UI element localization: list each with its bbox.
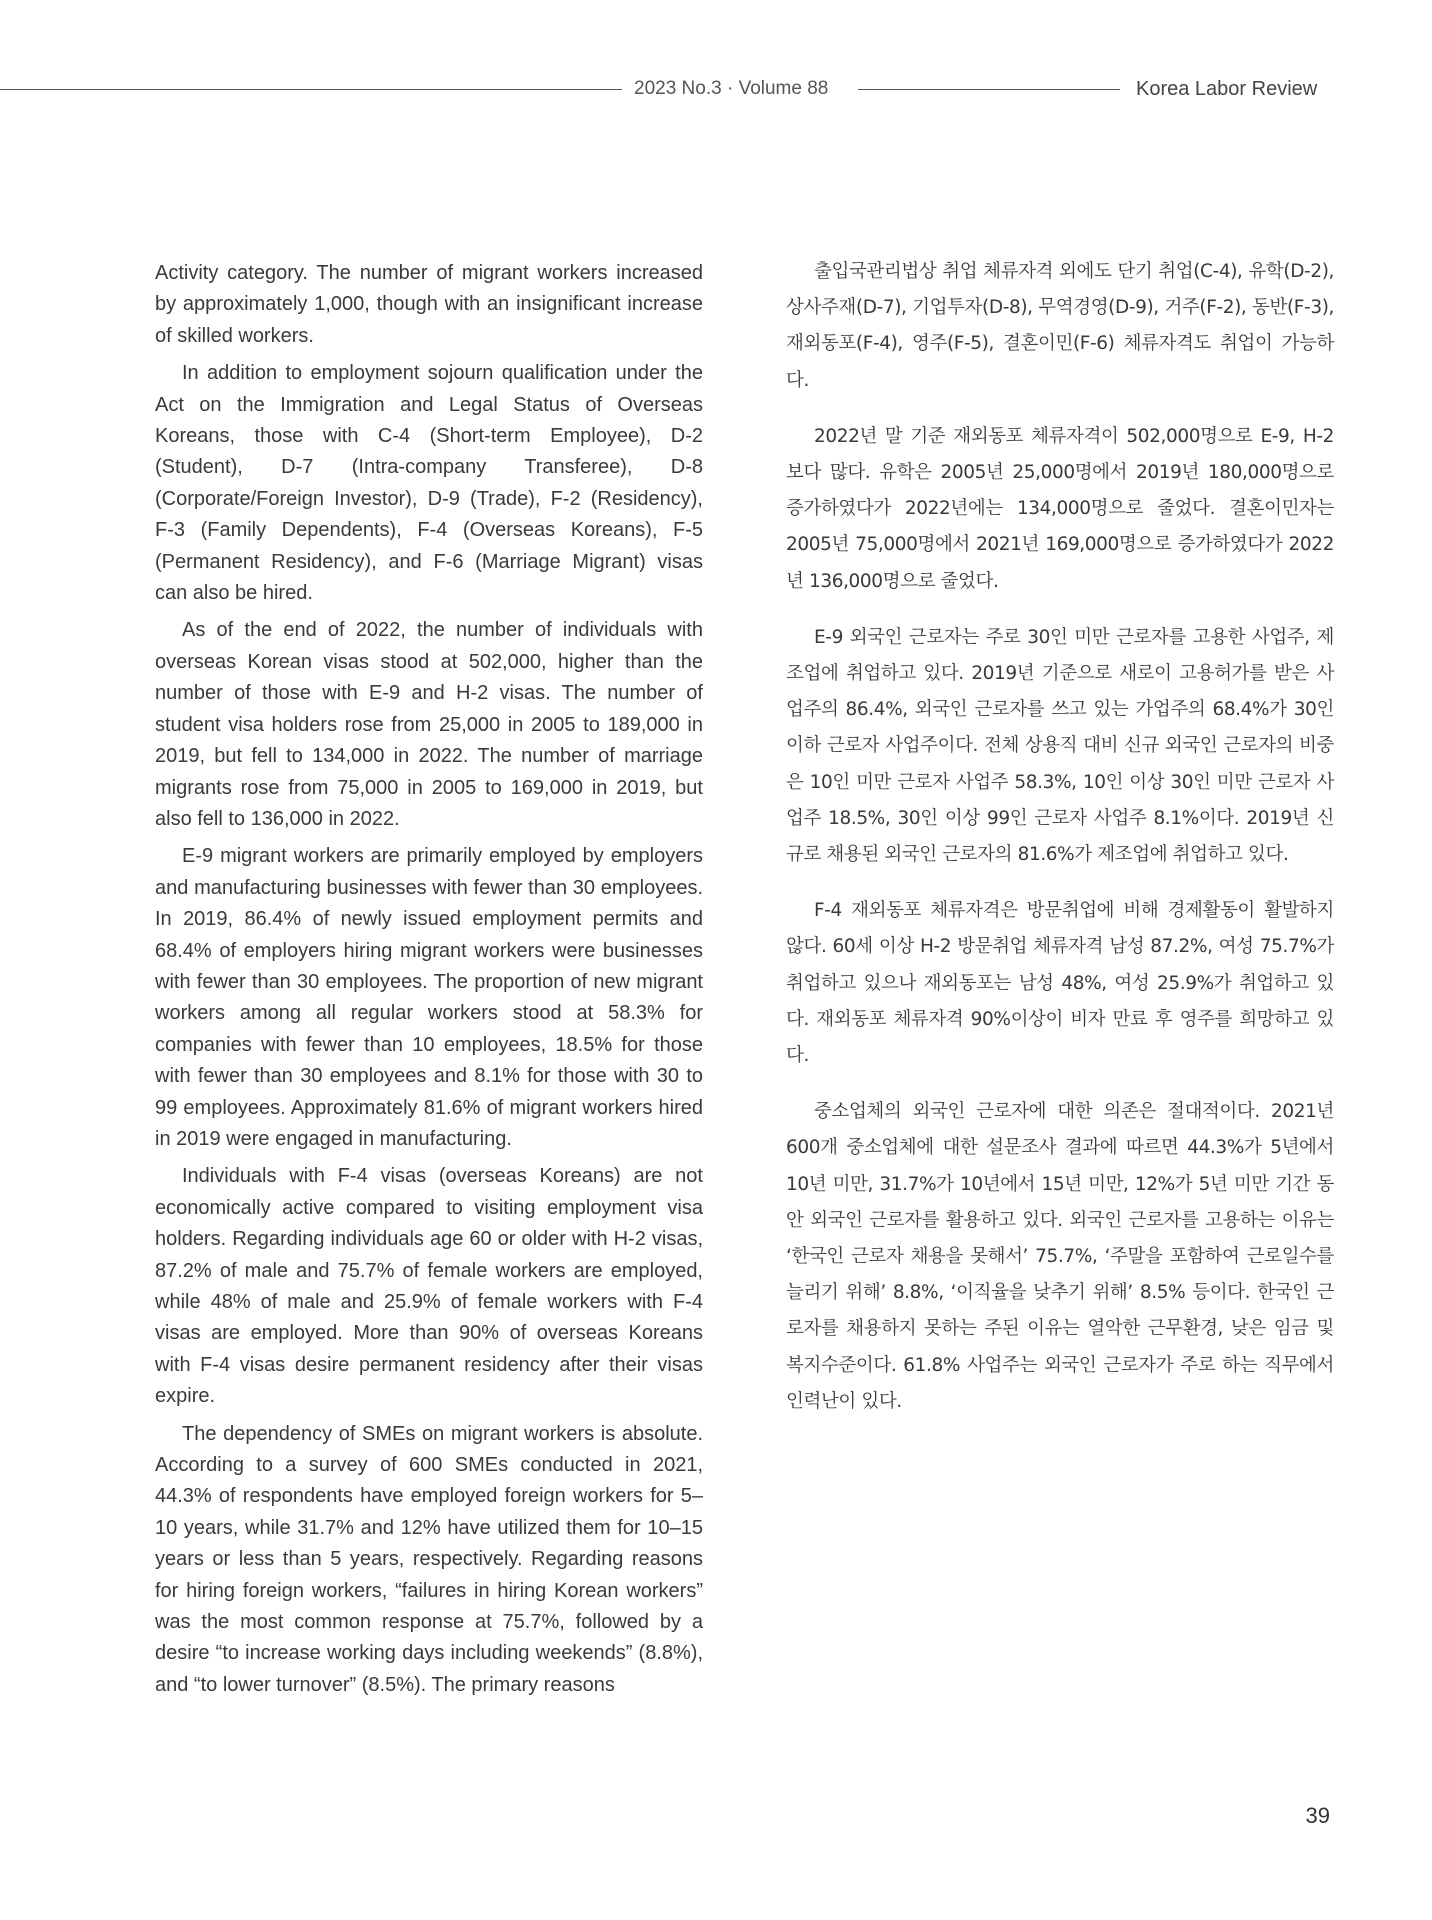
korean-paragraph: 2022년 말 기준 재외동포 체류자격이 502,000명으로 E-9, H-2보다 많다. 유학은 2005년 25,000명에서 2019년 180,000명으로 증가하였다가 2022년에는 134,000명으로 줄었다. 결혼이민자는 2005년 75,000명에서 2021년 169,000명으로 증가하였다가 2022년 136,000명으로 줄었다. [786, 425, 1334, 592]
english-paragraph: Activity category. The number of migrant workers increased by approximately 1,000, though with an insignificant increase of skilled workers. [155, 262, 703, 347]
journal-title: Korea Labor Review [1136, 78, 1318, 100]
header-rule [0, 89, 622, 90]
page-number: 39 [1305, 1803, 1330, 1828]
korean-paragraph: E-9 외국인 근로자는 주로 30인 미만 근로자를 고용한 사업주, 제조업에 취업하고 있다. 2019년 기준으로 새로이 고용허가를 받은 사업주의 86.4%, 외국인 근로자를 쓰고 있는 가업주의 68.4%가 30인 이하 근로자 사업주이다. 전체 상용직 대비 신규 외국인 근로자의 비중은 10인 미만 근로자 사업주 58.3%, 10인 이상 30인 미만 근로자 사업주 18.5%, 30인 이상 99인 근로자 사업주 8.1%이다. 2019년 신규로 채용된 외국인 근로자의 81.6%가 제조업에 취업하고 있다. [786, 626, 1334, 866]
korean-column [786, 254, 1334, 1440]
korean-paragraph: 출입국관리법상 취업 체류자격 외에도 단기 취업(C-4), 유학(D-2), 상사주재(D-7), 기업투자(D-8), 무역경영(D-9), 거주(F-2), 동반(F-3), 재외동포(F-4), 영주(F-5), 결혼이민(F-6) 체류자격도 취업이 가능하다. [786, 261, 1334, 391]
english-paragraph: Individuals with F-4 visas (overseas Koreans) are not economically active compared to visiting employment visa holders. Regarding individuals age 60 or older with H-2 visas, 87.2% of male and 75.7% of female workers are employed, while 48% of male and 25.9% of female workers with F-4 visas are employed. More than 90% of overseas Koreans with F-4 visas desire permanent residency after their visas expire. [155, 1165, 703, 1408]
korean-paragraph: 중소업체의 외국인 근로자에 대한 의존은 절대적이다. 2021년 600개 중소업체에 대한 설문조사 결과에 따르면 44.3%가 5년에서 10년 미만, 31.7%가 10년에서 15년 미만, 12%가 5년 미만 기간 동안 외국인 근로자를 활용하고 있다. 외국인 근로자를 고용하는 이유는 ‘한국인 근로자 채용을 못해서’ 75.7%, ‘주말을 포함하여 근로일수를 늘리기 위해’ 8.8%, ‘이직율을 낮추기 위해’ 8.5% 등이다. 한국인 근로자를 채용하지 못하는 주된 이유는 열악한 근무환경, 낮은 임금 및 복지수준이다. 61.8% 사업주는 외국인 근로자가 주로 하는 직무에서 인력난이 있다. [786, 1101, 1334, 1412]
header-rule [858, 89, 1120, 90]
english-paragraph: As of the end of 2022, the number of individuals with overseas Korean visas stood at 502,000, higher than the number of those with E-9 and H-2 visas. The number of student visa holders rose from 25,000 in 2005 to 189,000 in 2019, but fell to 134,000 in 2022. The number of marriage migrants rose from 75,000 in 2005 to 169,000 in 2019, but also fell to 136,000 in 2022. [155, 619, 703, 830]
english-paragraph: In addition to employment sojourn qualification under the Act on the Immigration and Legal Status of Overseas Koreans, those with C-4 (Short-term Employee), D-2 (Student), D-7 (Intra-company Transferee), D-8 (Corporate/Foreign Investor), D-9 (Trade), F-2 (Residency), F-3 (Family Dependents), F-4 (Overseas Koreans), F-5 (Permanent Residency), and F-6 (Marriage Migrant) visas can also be hired. [155, 362, 703, 605]
english-paragraph: The dependency of SMEs on migrant workers is absolute. According to a survey of 600 SMEs conducted in 2021, 44.3% of respondents have employed foreign workers for 5–10 years, while 31.7% and 12% have utilized them for 10–15 years or less than 5 years, respectively. Regarding reasons for hiring foreign workers, “failures in hiring Korean workers” was the most common response at 75.7%, followed by a desire “to increase working days including weekends” (8.8%), and “to lower turnover” (8.5%). The primary reasons [155, 1422, 703, 1696]
running-header [0, 76, 1432, 104]
issue-label: 2023 No.3 · Volume 88 [634, 78, 829, 99]
korean-paragraph: F-4 재외동포 체류자격은 방문취업에 비해 경제활동이 활발하지 않다. 60세 이상 H-2 방문취업 체류자격 남성 87.2%, 여성 75.7%가 취업하고 있으나 재외동포는 남성 48%, 여성 25.9%가 취업하고 있다. 재외동포 체류자격 90%이상이 비자 만료 후 영주를 희망하고 있다. [786, 900, 1334, 1067]
english-paragraph: E-9 migrant workers are primarily employed by employers and manufacturing businesses with fewer than 30 employees. In 2019, 86.4% of newly issued employment permits and 68.4% of employers hiring migrant workers were businesses with fewer than 30 employees. The proportion of new migrant workers among all regular workers stood at 58.3% for companies with fewer than 10 employees, 18.5% for those with fewer than 30 employees and 8.1% for those with 30 to 99 employees. Approximately 81.6% of migrant workers hired in 2019 were engaged in manufacturing. [155, 845, 703, 1150]
english-column [155, 258, 703, 1707]
